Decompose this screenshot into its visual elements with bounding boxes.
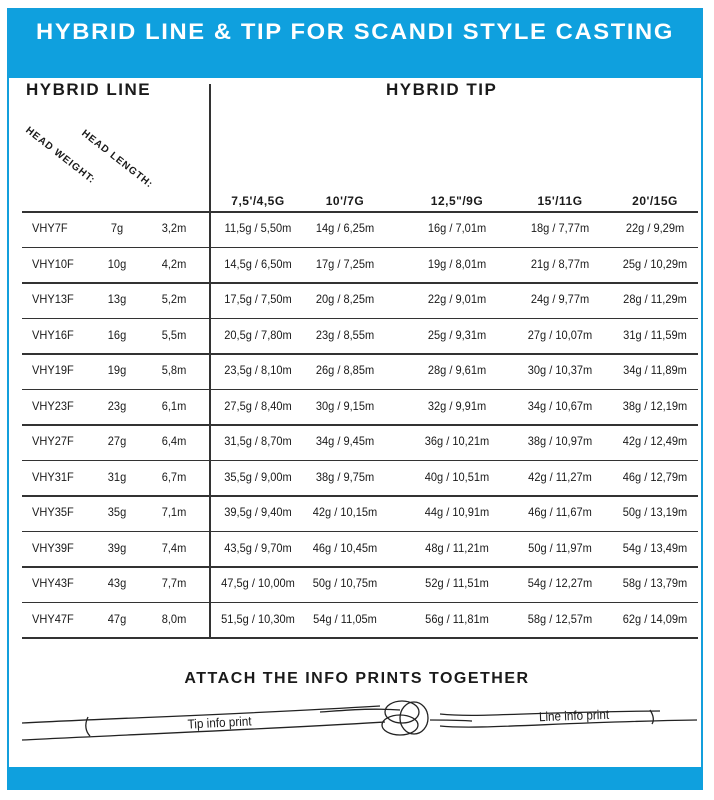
tip-cell: 17,5g / 7,50m bbox=[224, 292, 292, 306]
table-row bbox=[22, 247, 698, 283]
table-row bbox=[22, 566, 698, 602]
tip-cell: 39,5g / 9,40m bbox=[224, 505, 292, 519]
head-weight-label: HEAD WEIGHT: bbox=[23, 125, 98, 187]
head-length-label: HEAD LENGTH: bbox=[79, 128, 156, 191]
head-length-cell: 6,7m bbox=[161, 469, 187, 484]
table-rule bbox=[22, 637, 698, 639]
tip-cell: 23,5g / 8,10m bbox=[224, 363, 292, 377]
line-name-cell: VHY19F bbox=[32, 363, 74, 377]
head-weight-cell: 35g bbox=[107, 505, 127, 519]
head-weight-cell: 16g bbox=[107, 327, 127, 342]
tip-cell: 30g / 10,37m bbox=[527, 363, 593, 377]
head-length-cell: 5,8m bbox=[161, 363, 187, 377]
table-row bbox=[22, 318, 698, 354]
tip-cell: 46g / 10,45m bbox=[312, 540, 378, 555]
head-weight-cell: 43g bbox=[107, 576, 127, 590]
tip-cell: 38g / 9,75m bbox=[315, 469, 375, 484]
tip-cell: 32g / 9,91m bbox=[427, 398, 487, 413]
head-weight-cell: 31g bbox=[107, 469, 127, 484]
line-name-cell: VHY47F bbox=[32, 611, 74, 626]
tip-column-header: 20'/15G bbox=[632, 194, 678, 208]
tip-cell: 21g / 8,77m bbox=[530, 256, 590, 271]
tip-cell: 17g / 7,25m bbox=[315, 256, 375, 271]
head-length-cell: 5,5m bbox=[161, 327, 187, 342]
tip-cell: 42g / 10,15m bbox=[312, 505, 378, 519]
tip-cell: 58g / 12,57m bbox=[527, 611, 593, 626]
tip-cell: 25g / 9,31m bbox=[427, 327, 487, 342]
tip-cell: 22g / 9,29m bbox=[625, 221, 685, 235]
tip-cell: 26g / 8,85m bbox=[315, 363, 375, 377]
tip-cell: 31,5g / 8,70m bbox=[224, 434, 292, 448]
table-row bbox=[22, 495, 698, 531]
tip-cell: 36g / 10,21m bbox=[424, 434, 490, 448]
tip-cell: 24g / 9,77m bbox=[530, 292, 590, 306]
head-weight-cell: 47g bbox=[107, 611, 127, 626]
tip-cell: 54g / 12,27m bbox=[527, 576, 593, 590]
line-name-cell: VHY23F bbox=[32, 398, 74, 413]
tip-column-header: 7,5'/4,5G bbox=[231, 194, 285, 208]
tip-cell: 46g / 11,67m bbox=[528, 505, 592, 519]
head-length-cell: 7,4m bbox=[161, 540, 187, 555]
head-length-cell: 7,7m bbox=[161, 576, 187, 590]
tip-cell: 50g / 11,97m bbox=[528, 540, 592, 555]
tip-cell: 52g / 11,51m bbox=[425, 576, 489, 590]
tip-cell: 23g / 8,55m bbox=[315, 327, 375, 342]
head-length-cell: 7,1m bbox=[161, 505, 187, 519]
head-weight-cell: 23g bbox=[107, 398, 127, 413]
tip-cell: 50g / 13,19m bbox=[622, 505, 688, 519]
line-name-cell: VHY16F bbox=[32, 327, 74, 342]
tip-cell: 46g / 12,79m bbox=[622, 469, 688, 484]
tip-column-header: 12,5"/9G bbox=[430, 194, 484, 208]
tip-cell: 28g / 9,61m bbox=[427, 363, 487, 377]
tip-cell: 18g / 7,77m bbox=[530, 221, 590, 235]
line-name-cell: VHY39F bbox=[32, 540, 74, 555]
tip-cell: 51,5g / 10,30m bbox=[221, 611, 295, 626]
table-row bbox=[22, 460, 698, 496]
tip-cell: 35,5g / 9,00m bbox=[224, 469, 292, 484]
tip-cell: 62g / 14,09m bbox=[622, 611, 688, 626]
tip-cell: 31g / 11,59m bbox=[623, 327, 687, 342]
footer-band bbox=[7, 767, 703, 790]
tip-cell: 54g / 11,05m bbox=[313, 611, 377, 626]
head-weight-cell: 27g bbox=[107, 434, 127, 448]
head-length-cell: 5,2m bbox=[161, 292, 187, 306]
head-weight-cell: 19g bbox=[107, 363, 127, 377]
head-length-cell: 3,2m bbox=[161, 221, 187, 235]
head-weight-cell: 39g bbox=[107, 540, 127, 555]
line-name-cell: VHY27F bbox=[32, 434, 74, 448]
tip-cell: 40g / 10,51m bbox=[424, 469, 490, 484]
hybrid-tip-heading: HYBRID TIP bbox=[386, 80, 498, 99]
tip-cell: 27,5g / 8,40m bbox=[224, 398, 292, 413]
line-name-cell: VHY10F bbox=[32, 256, 74, 271]
attach-heading: ATTACH THE INFO PRINTS TOGETHER bbox=[184, 670, 530, 687]
tip-cell: 47,5g / 10,00m bbox=[221, 576, 295, 590]
head-length-cell: 6,1m bbox=[161, 398, 187, 413]
tip-column-header: 10'/7G bbox=[325, 194, 365, 208]
tip-cell: 16g / 7,01m bbox=[427, 221, 487, 235]
tip-cell: 22g / 9,01m bbox=[427, 292, 487, 306]
tip-cell: 42g / 12,49m bbox=[622, 434, 688, 448]
tip-cell: 42g / 11,27m bbox=[528, 469, 592, 484]
hybrid-line-heading: HYBRID LINE bbox=[26, 80, 152, 99]
tip-cell: 19g / 8,01m bbox=[427, 256, 487, 271]
table-row bbox=[22, 389, 698, 425]
tip-cell: 58g / 13,79m bbox=[622, 576, 688, 590]
line-name-cell: VHY13F bbox=[32, 292, 74, 306]
table-row bbox=[22, 424, 698, 460]
tip-cell: 14g / 6,25m bbox=[315, 221, 375, 235]
tip-cell: 20g / 8,25m bbox=[315, 292, 375, 306]
line-info-print-label: Line info print bbox=[538, 706, 610, 725]
table-row bbox=[22, 531, 698, 567]
tip-column-header: 15'/11G bbox=[537, 194, 583, 208]
tip-cell: 48g / 11,21m bbox=[425, 540, 489, 555]
tip-cell: 34g / 11,89m bbox=[623, 363, 687, 377]
line-name-cell: VHY43F bbox=[32, 576, 74, 590]
tip-cell: 30g / 9,15m bbox=[315, 398, 375, 413]
head-weight-cell: 13g bbox=[107, 292, 127, 306]
head-length-cell: 4,2m bbox=[161, 256, 187, 271]
tip-cell: 38g / 10,97m bbox=[527, 434, 593, 448]
tip-cell: 34g / 10,67m bbox=[527, 398, 593, 413]
tip-cell: 14,5g / 6,50m bbox=[224, 256, 292, 271]
head-weight-cell: 7g bbox=[110, 221, 124, 235]
head-length-cell: 8,0m bbox=[161, 611, 187, 626]
page-title: HYBRID LINE & TIP FOR SCANDI STYLE CASTING bbox=[36, 19, 674, 44]
tip-cell: 25g / 10,29m bbox=[622, 256, 688, 271]
tip-cell: 44g / 10,91m bbox=[424, 505, 490, 519]
tip-info-print-label: Tip info print bbox=[187, 713, 252, 732]
head-weight-cell: 10g bbox=[107, 256, 127, 271]
line-name-cell: VHY31F bbox=[32, 469, 74, 484]
tip-cell: 54g / 13,49m bbox=[622, 540, 688, 555]
tip-cell: 34g / 9,45m bbox=[315, 434, 375, 448]
tip-cell: 20,5g / 7,80m bbox=[224, 327, 292, 342]
tip-cell: 50g / 10,75m bbox=[312, 576, 378, 590]
table-row bbox=[22, 353, 698, 389]
table-row bbox=[22, 211, 698, 247]
tip-cell: 43,5g / 9,70m bbox=[224, 540, 292, 555]
tip-cell: 11,5g / 5,50m bbox=[224, 221, 292, 235]
table-row bbox=[22, 602, 698, 638]
tip-cell: 27g / 10,07m bbox=[527, 327, 593, 342]
line-name-cell: VHY7F bbox=[32, 221, 68, 235]
tip-cell: 38g / 12,19m bbox=[622, 398, 688, 413]
line-name-cell: VHY35F bbox=[32, 505, 74, 519]
tip-cell: 28g / 11,29m bbox=[623, 292, 687, 306]
tip-cell: 56g / 11,81m bbox=[425, 611, 489, 626]
table-row bbox=[22, 282, 698, 318]
head-length-cell: 6,4m bbox=[161, 434, 187, 448]
